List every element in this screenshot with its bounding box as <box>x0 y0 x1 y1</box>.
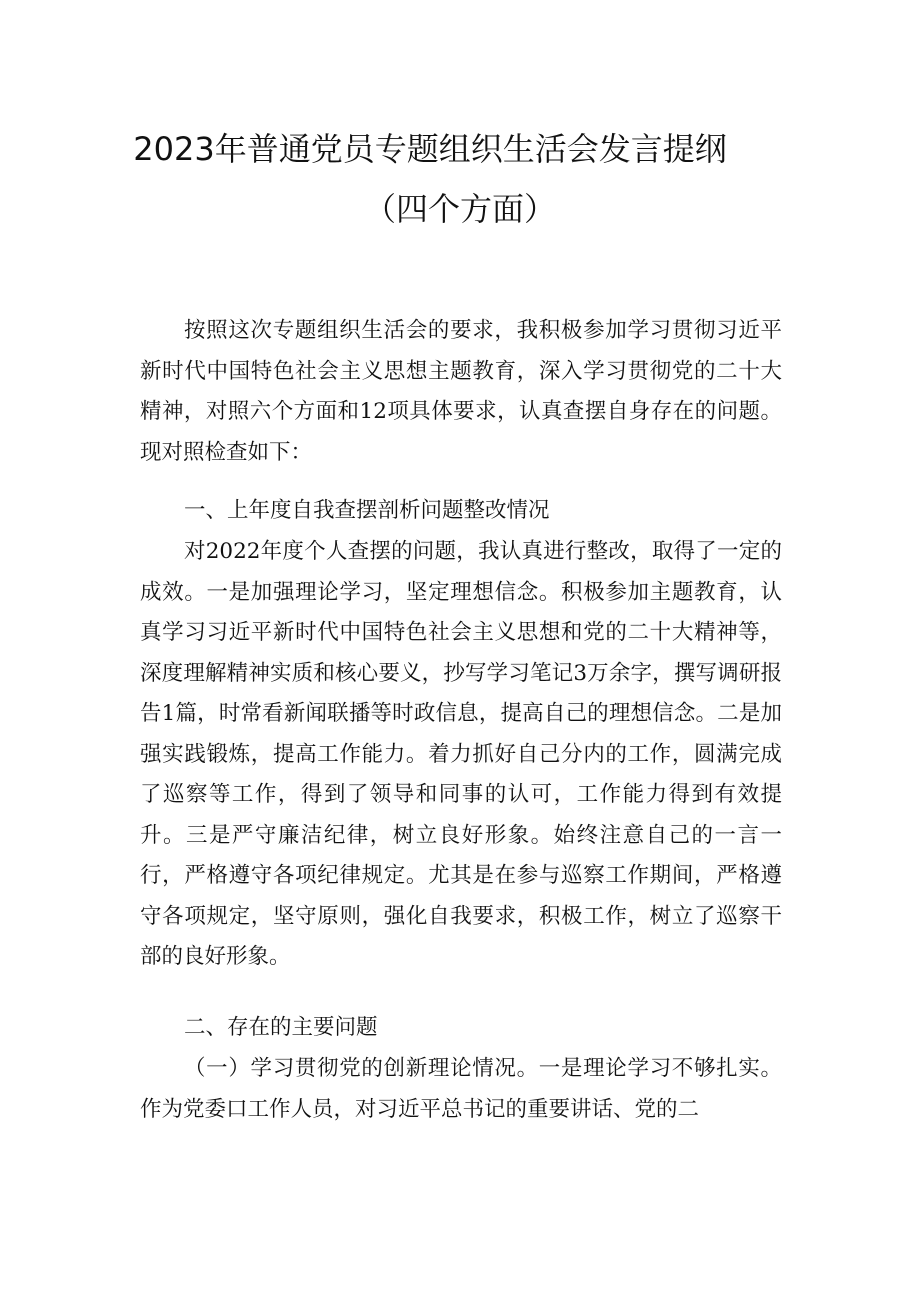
section-1-paragraph: 对2022年度个人查摆的问题，我认真进行整改，取得了一定的成效。一是加强理论学习，坚定理想信念。积极参加主题教育，认真学习习近平新时代中国特色社会主义思想和党的二十大精神等，深度理解精神实质和核心要义，抄写学习笔记3万余字，撰写调研报告1篇，时常看新闻联播等时政信息，提高自己的理想信念。二是加强实践锻炼，提高工作能力。着力抓好自己分内的工作，圆满完成了巡察等工作，得到了领导和同事的认可，工作能力得到有效提升。三是严守廉洁纪律，树立良好形象。始终注意自己的一言一行，严格遵守各项纪律规定。尤其是在参与巡察工作期间，严格遵守各项规定，坚守原则，强化自我要求，积极工作，树立了巡察干部的良好形象。 <box>140 539 782 969</box>
document-title: 2023年普通党员专题组织生活会发言提纲 <box>133 130 727 168</box>
section-heading-2: 二、存在的主要问题 <box>184 1015 378 1040</box>
section-2-paragraph: （一）学习贯彻党的创新理论情况。一是理论学习不够扎实。作为党委口工作人员，对习近平总书记的重要讲话、党的二 <box>140 1056 782 1122</box>
intro-paragraph: 按照这次专题组织生活会的要求，我积极参加学习贯彻习近平新时代中国特色社会主义思想主题教育，深入学习贯彻党的二十大精神，对照六个方面和12项具体要求，认真查摆自身存在的问题。现对照检查如下： <box>140 318 782 465</box>
document-subtitle: （四个方面） <box>363 190 556 228</box>
section-heading-1: 一、上年度自我查摆剖析问题整改情况 <box>184 498 550 523</box>
